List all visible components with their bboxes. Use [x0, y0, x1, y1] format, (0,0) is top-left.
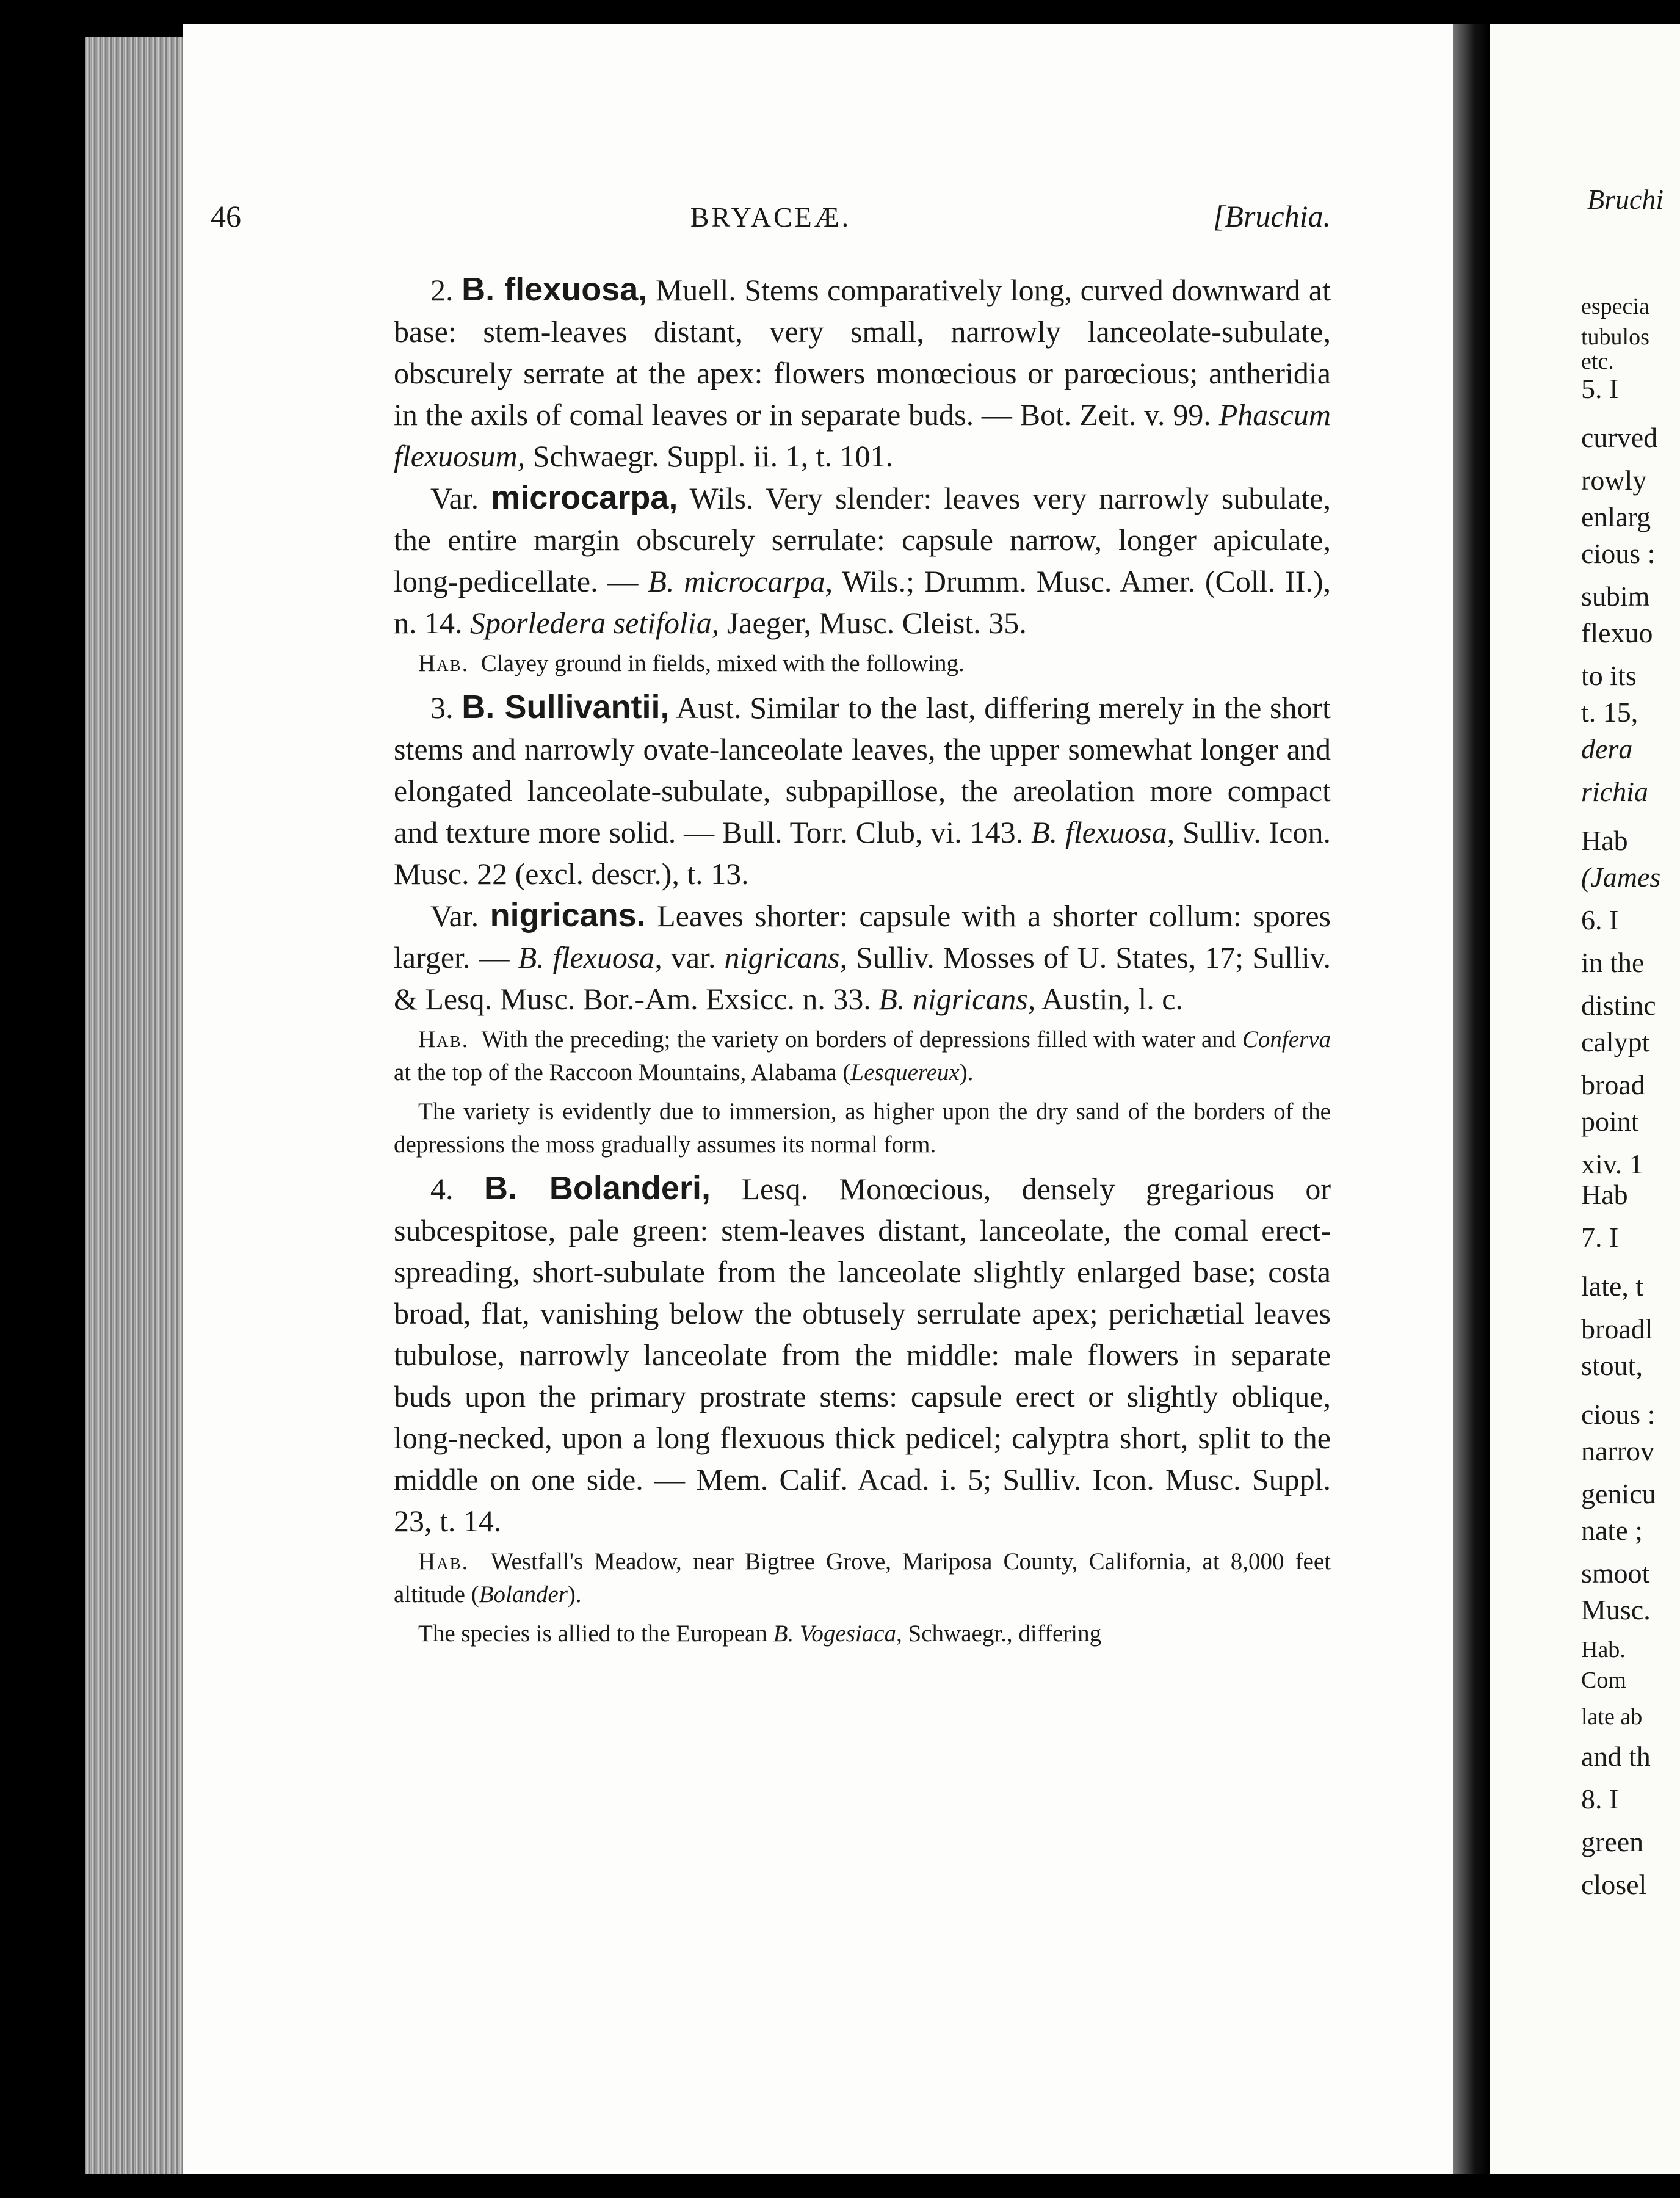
species-name: B. flexuosa, — [462, 271, 648, 308]
right-page-line: genicu — [1581, 1478, 1656, 1509]
variety-name: microcarpa, — [491, 479, 678, 516]
running-head — [211, 198, 1331, 241]
species-entry-4: 4. B. Bolanderi, Lesq. Monœcious, densely gregarious or subcespitose, pale green: stem-leaves distant, lanceolate, the comal erect-spreading, short-subulate from the lanceolate slightly enlarged base; costa broad, flat, vanishing below the obtusely serrulate apex; perichætial leaves tubulose, narrowly lanceolate from the middle: male flowers in separate buds upon the primary prostrate stems: capsule erect or slightly oblique, long-necked, upon a long flexuous thick pedicel; calyptra short, split to the middle on one side. — Mem. Calif. Acad. i. 5; Sulliv. Icon. Musc. Suppl. 23, t. 14. — [394, 1170, 1331, 1538]
species-entry-3: 3. B. Sullivantii, Aust. Similar to the last, differing merely in the short stems and narrowly ovate-lanceolate leaves, the upper somewhat longer and elongated lanceolate-subulate, subpapillose, the areolation more compact and texture more solid. — Bull. Torr. Club, vi. 143. B. flexuosa, Sulliv. Icon. Musc. 22 (excl. descr.), t. 13. — [394, 689, 1331, 891]
right-page-line: point — [1581, 1106, 1639, 1137]
right-page-line: richia — [1581, 776, 1648, 807]
right-page-line: cious : — [1581, 538, 1656, 569]
right-page-line: tubulos — [1581, 324, 1649, 350]
right-page-line: curved — [1581, 422, 1658, 453]
habitat-note-2: Hab. With the preceding; the variety on borders of depressions filled with water and Conferva at the top of the Raccoon Mountains, Alabama (Lesquereux). — [394, 1026, 1331, 1086]
species-entry-2: 2. B. flexuosa, Muell. Stems comparatively long, curved downward at base: stem-leaves distant, very small, narrowly lanceolate-subulate, obscurely serrate at the apex: flowers monœcious or parœcious; antheridia in the axils of comal leaves or in separate buds. — Bot. Zeit. v. 99. Phascum flexuosum, Schwaegr. Suppl. ii. 1, t. 101. — [394, 271, 1331, 473]
genus-heading: [Bruchia. — [1212, 199, 1331, 233]
species-name: B. Bolanderi, — [483, 1170, 711, 1206]
right-page-line: cious : — [1581, 1399, 1656, 1430]
right-page-line: closel — [1581, 1869, 1647, 1900]
species-name: B. Sullivantii, — [462, 689, 670, 725]
right-page-line: stout, — [1581, 1350, 1643, 1381]
right-page-line: nate ; — [1581, 1515, 1643, 1546]
habitat-note-1: Hab. Clayey ground in fields, mixed with the following. — [418, 650, 965, 676]
right-page-line: etc. — [1581, 349, 1614, 374]
right-page-line: broadl — [1581, 1313, 1653, 1344]
right-page-line: rowly — [1581, 465, 1647, 496]
right-page-line: Bruchi — [1587, 184, 1664, 215]
right-page-line: Musc. — [1581, 1594, 1651, 1625]
right-page-line: late, t — [1581, 1271, 1644, 1302]
right-page-line: 7. I — [1581, 1222, 1619, 1253]
right-page-line: Hab — [1581, 825, 1628, 856]
right-page-line: narrov — [1581, 1435, 1655, 1467]
right-page-line: late ab — [1581, 1704, 1643, 1730]
right-page-line: green — [1581, 1826, 1644, 1857]
book-page-edges — [85, 37, 183, 2174]
variety-remark: The variety is evidently due to immersion, as higher upon the dry sand of the borders of the depressions the moss gradually assumes its normal form. — [394, 1098, 1331, 1158]
variety-entry-nigricans: Var. nigricans. Leaves shorter: capsule with a shorter collum: spores larger. — B. flexuosa, var. nigricans, Sulliv. Mosses of U. States, 17; Sulliv. & Lesq. Musc. Bor.-Am. Exsicc. n. 33. B. nigricans, Austin, l. c. — [394, 897, 1331, 1016]
right-page-line: in the — [1581, 947, 1645, 978]
habitat-note-3: Hab. Westfall's Meadow, near Bigtree Grove, Mariposa County, California, at 8,000 feet altitude (Bolander). — [394, 1548, 1331, 1608]
right-page-line: 8. I — [1581, 1783, 1619, 1815]
right-page-line: Com — [1581, 1667, 1626, 1693]
right-page-line: broad — [1581, 1069, 1645, 1100]
page-number: 46 — [211, 199, 241, 233]
right-page-line: subim — [1581, 581, 1650, 612]
right-page-line: especia — [1581, 294, 1649, 319]
book-gutter — [1453, 24, 1490, 2174]
right-page-line: t. 15, — [1581, 697, 1638, 728]
right-page-line: and th — [1581, 1741, 1651, 1772]
right-page-fragment — [1490, 24, 1680, 2174]
page-body — [394, 269, 1331, 1656]
right-page-line: smoot — [1581, 1558, 1650, 1589]
right-page-line: flexuo — [1581, 617, 1653, 648]
right-page-line: Hab — [1581, 1179, 1628, 1210]
species-remark: The species is allied to the European B. Vogesiaca, Schwaegr., differing — [418, 1620, 1102, 1647]
right-page-line: (James — [1581, 861, 1661, 893]
family-heading: BRYACEÆ. — [690, 201, 852, 233]
variety-name: nigricans. — [490, 897, 646, 934]
right-page-line: calypt — [1581, 1026, 1650, 1057]
right-page-line: enlarg — [1581, 501, 1651, 532]
right-page-line: dera — [1581, 733, 1633, 764]
right-page-line: distinc — [1581, 990, 1656, 1021]
right-page-line: Hab. — [1581, 1637, 1626, 1663]
right-page-line: 6. I — [1581, 904, 1619, 935]
right-page-line: 5. I — [1581, 373, 1619, 404]
variety-entry-microcarpa: Var. microcarpa, Wils. Very slender: leaves very narrowly subulate, the entire margin obscurely serrulate: capsule narrow, longer apiculate, long-pedicellate. — B. microcarpa, Wils.; Drumm. Musc. Amer. (Coll. II.), n. 14. Sporledera setifolia, Jaeger, Musc. Cleist. 35. — [394, 479, 1331, 640]
right-page-line: to its — [1581, 660, 1637, 691]
right-page-line: xiv. 1 — [1581, 1148, 1643, 1180]
